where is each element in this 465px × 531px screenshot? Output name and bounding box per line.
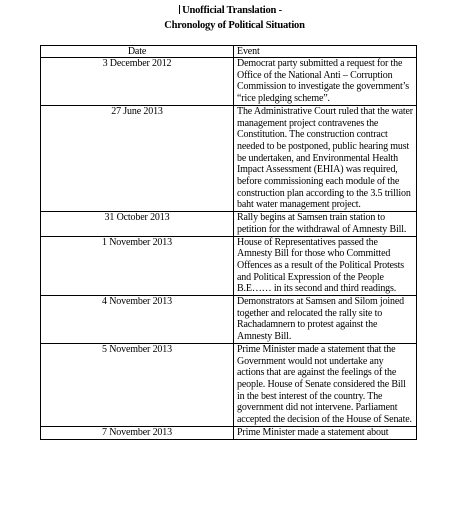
document-heading <box>0 3 465 33</box>
table-row <box>41 236 417 296</box>
row-date: 3 December 2012 <box>41 58 234 106</box>
row-event: Prime Minister made a statement that the Government would not undertake any actions that are against the feelings of the people. House of Senate considered the Bill in the best interest of the country. The government did not intervene. Parliament accepted the decision of the House of Senate. <box>234 343 417 426</box>
heading-translation-note: Unofficial Translation - <box>182 5 282 16</box>
row-date: 1 November 2013 <box>41 236 234 296</box>
column-header-event: Event <box>234 46 417 58</box>
text-cursor-mark <box>179 5 180 14</box>
table-row <box>41 105 417 211</box>
row-event: Demonstrators at Samsen and Silom joined together and relocated the rally site to Rachadamnern to protest against the Amnesty Bill. <box>234 296 417 344</box>
row-event: The Administrative Court ruled that the water management project contravenes the Constitution. The construction contract needed to be postponed, public hearing must be undertaken, and Environmental Health Impact Assessment (EHIA) was required, before commissioning each module of the construction plan according to the 3.5 trillion baht water management project. <box>234 105 417 211</box>
table-row <box>41 58 417 106</box>
row-date: 4 November 2013 <box>41 296 234 344</box>
row-event: Rally begins at Samsen train station to petition for the withdrawal of Amnesty Bill. <box>234 212 417 236</box>
row-event: Democrat party submitted a request for the Office of the National Anti – Corruption Commission to investigate the government’s “rice pledging scheme”. <box>234 58 417 106</box>
row-date: 31 October 2013 <box>41 212 234 236</box>
table-row <box>41 426 417 439</box>
row-event: House of Representatives passed the Amnesty Bill for those who Committed Offences as a result of the Political Protests and Political Expression of the People B.E…… in its second and third readings. <box>234 236 417 296</box>
heading-title: Chronology of Political Situation <box>164 20 305 31</box>
row-date: 7 November 2013 <box>41 426 234 439</box>
row-date: 27 June 2013 <box>41 105 234 211</box>
row-event: Prime Minister made a statement about <box>234 426 417 439</box>
table-row <box>41 296 417 344</box>
chronology-table <box>40 45 417 440</box>
column-header-date: Date <box>41 46 234 58</box>
table-row <box>41 212 417 236</box>
table-row <box>41 343 417 426</box>
row-date: 5 November 2013 <box>41 343 234 426</box>
table-header-row <box>41 46 417 58</box>
